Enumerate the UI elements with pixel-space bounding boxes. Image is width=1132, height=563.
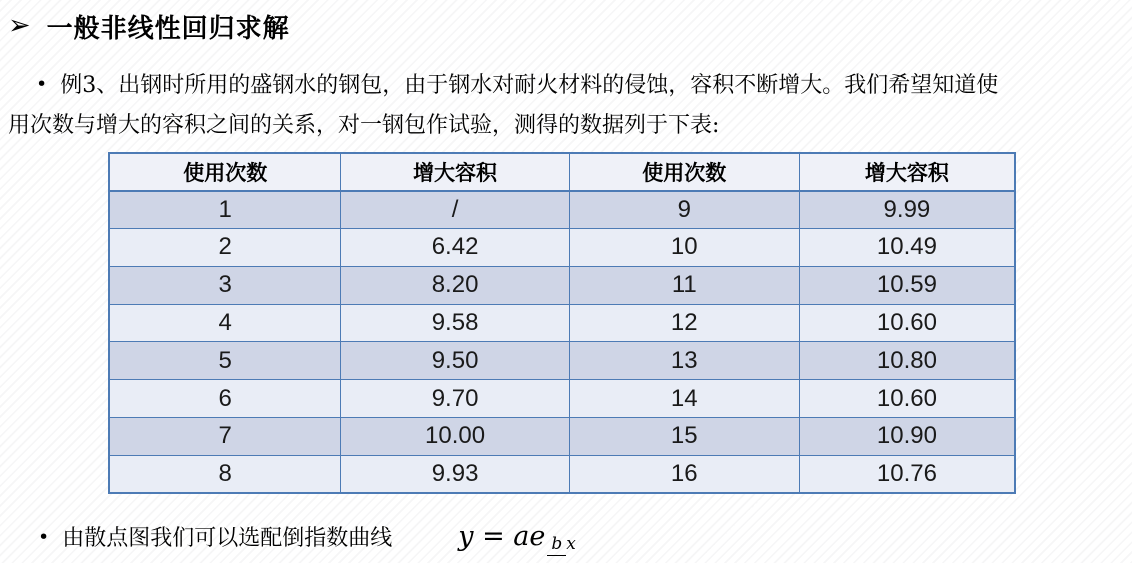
intro-line-1 (8, 66, 1124, 106)
table-cell: 10.80 (799, 342, 1015, 380)
table-cell: 14 (569, 380, 799, 418)
column-header: 增大容积 (799, 153, 1015, 191)
formula-denominator: x (566, 534, 576, 554)
column-header: 使用次数 (109, 153, 341, 191)
slide-title-row (8, 8, 290, 45)
formula-base: y = ae (458, 521, 546, 552)
table-cell: 3 (109, 266, 341, 304)
column-header: 使用次数 (569, 153, 799, 191)
table-cell: 10.59 (799, 266, 1015, 304)
bullet-icon: • (36, 73, 48, 95)
bullet-icon: • (38, 526, 50, 548)
table-header-row (109, 153, 1015, 191)
table-row (109, 304, 1015, 342)
table-cell: 9 (569, 191, 799, 229)
formula-numerator: b (547, 534, 566, 556)
intro-line-2: 用次数与增大的容积之间的关系，对一钢包作试验，测得的数据列于下表: (8, 113, 720, 138)
table-cell: / (341, 191, 569, 229)
table-row (109, 380, 1015, 418)
table-cell: 10.90 (799, 418, 1015, 456)
table-cell: 11 (569, 266, 799, 304)
table-cell: 6 (109, 380, 341, 418)
table-cell: 10 (569, 229, 799, 267)
table-cell: 10.76 (799, 455, 1015, 493)
table-row (109, 229, 1015, 267)
table-row (109, 266, 1015, 304)
table-cell: 12 (569, 304, 799, 342)
table-cell: 10.00 (341, 418, 569, 456)
table-row (109, 191, 1015, 229)
conclusion-line (38, 521, 576, 552)
table-cell: 1 (109, 191, 341, 229)
table-row (109, 418, 1015, 456)
table-cell: 8 (109, 455, 341, 493)
formula-exponent-fraction (547, 535, 575, 555)
table-row (109, 342, 1015, 380)
table-cell: 9.70 (341, 380, 569, 418)
table-cell: 10.60 (799, 380, 1015, 418)
conclusion-text: 由散点图我们可以选配倒指数曲线 (62, 526, 393, 551)
intro-paragraph (8, 66, 1124, 146)
intro-line-1-text: 例3、出钢时所用的盛钢水的钢包，由于钢水对耐火材料的侵蚀，容积不断增大。我们希望知道使 (60, 73, 999, 98)
table-cell: 9.99 (799, 191, 1015, 229)
formula-inverse-exponential (458, 521, 576, 554)
table-cell: 9.58 (341, 304, 569, 342)
table-cell: 13 (569, 342, 799, 380)
table-cell: 5 (109, 342, 341, 380)
table-cell: 15 (569, 418, 799, 456)
table-cell: 4 (109, 304, 341, 342)
table-cell: 2 (109, 229, 341, 267)
arrow-bullet-icon: ➢ (8, 10, 31, 40)
table-cell: 16 (569, 455, 799, 493)
table-row (109, 455, 1015, 493)
table-cell: 9.50 (341, 342, 569, 380)
table-cell: 9.93 (341, 455, 569, 493)
table-cell: 8.20 (341, 266, 569, 304)
table-cell: 6.42 (341, 229, 569, 267)
column-header: 增大容积 (341, 153, 569, 191)
page-title: 一般非线性回归求解 (46, 13, 290, 43)
data-table (108, 152, 1016, 494)
table-cell: 10.49 (799, 229, 1015, 267)
table-cell: 7 (109, 418, 341, 456)
table-cell: 10.60 (799, 304, 1015, 342)
